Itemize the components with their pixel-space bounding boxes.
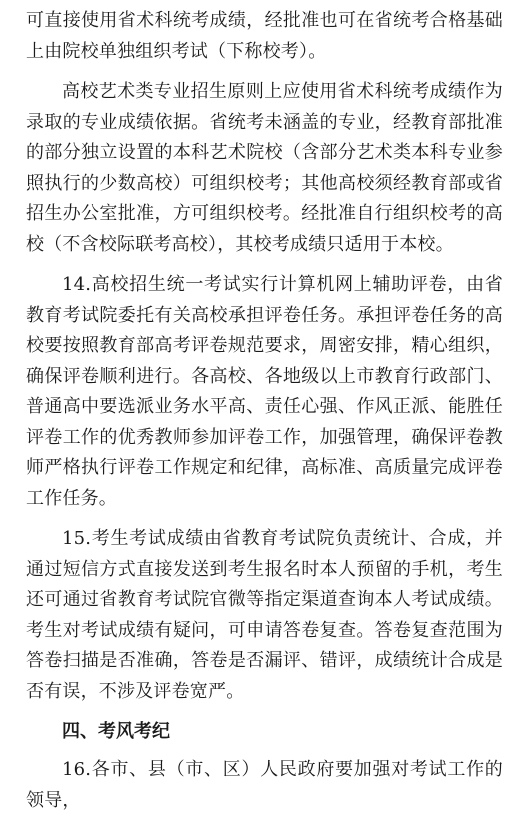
paragraph-item-15: 15.考生考试成绩由省教育考试院负责统计、合成，并通过短信方式直接发送到考生报名时本人预留的手机，考生还可通过省教育考试院官微等指定渠道查询本人考试成绩。考生对考试成绩有疑问，可申请答卷复查。答卷复查范围为答卷扫描是否准确，答卷是否漏评、错评，成绩统计合成是否有误，不涉及评卷宽严。 [26, 528, 503, 702]
paragraph-item-14: 14.高校招生统一考试实行计算机网上辅助评卷，由省教育考试院委托有关高校承担评卷任务。承担评卷任务的高校要按照教育部高考评卷规范要求，周密安排，精心组织，确保评卷顺利进行。各高校、各地级以上市教育行政部门、普通高中要选派业务水平高、责任心强、作风正派、能胜任评卷工作的优秀教师参加评卷工作，加强管理，确保评卷教师严格执行评卷工作规定和纪律，高标准、高质量完成评卷工作任务。 [26, 274, 503, 509]
section-heading: 四、考风考纪 [62, 721, 170, 742]
paragraph-continuation: 可直接使用省术科统考成绩，经批准也可在省统考合格基础上由院校单独组织考试（下称校考）。 [26, 10, 503, 62]
paragraph-art-admission: 高校艺术类专业招生原则上应使用省术科统考成绩作为录取的专业成绩依据。省统考未涵盖的专业，经教育部批准的部分独立设置的本科艺术院校（含部分艺术类本科专业参照执行的少数高校）可组织校考；其他高校须经教育部或省招生办公室批准，方可组织校考。经批准自行组织校考的高校（不含校际联考高校），其校考成绩只适用于本校。 [26, 81, 503, 255]
paragraph-item-16: 16.各市、县（市、区）人民政府要加强对考试工作的领导， [26, 759, 503, 811]
